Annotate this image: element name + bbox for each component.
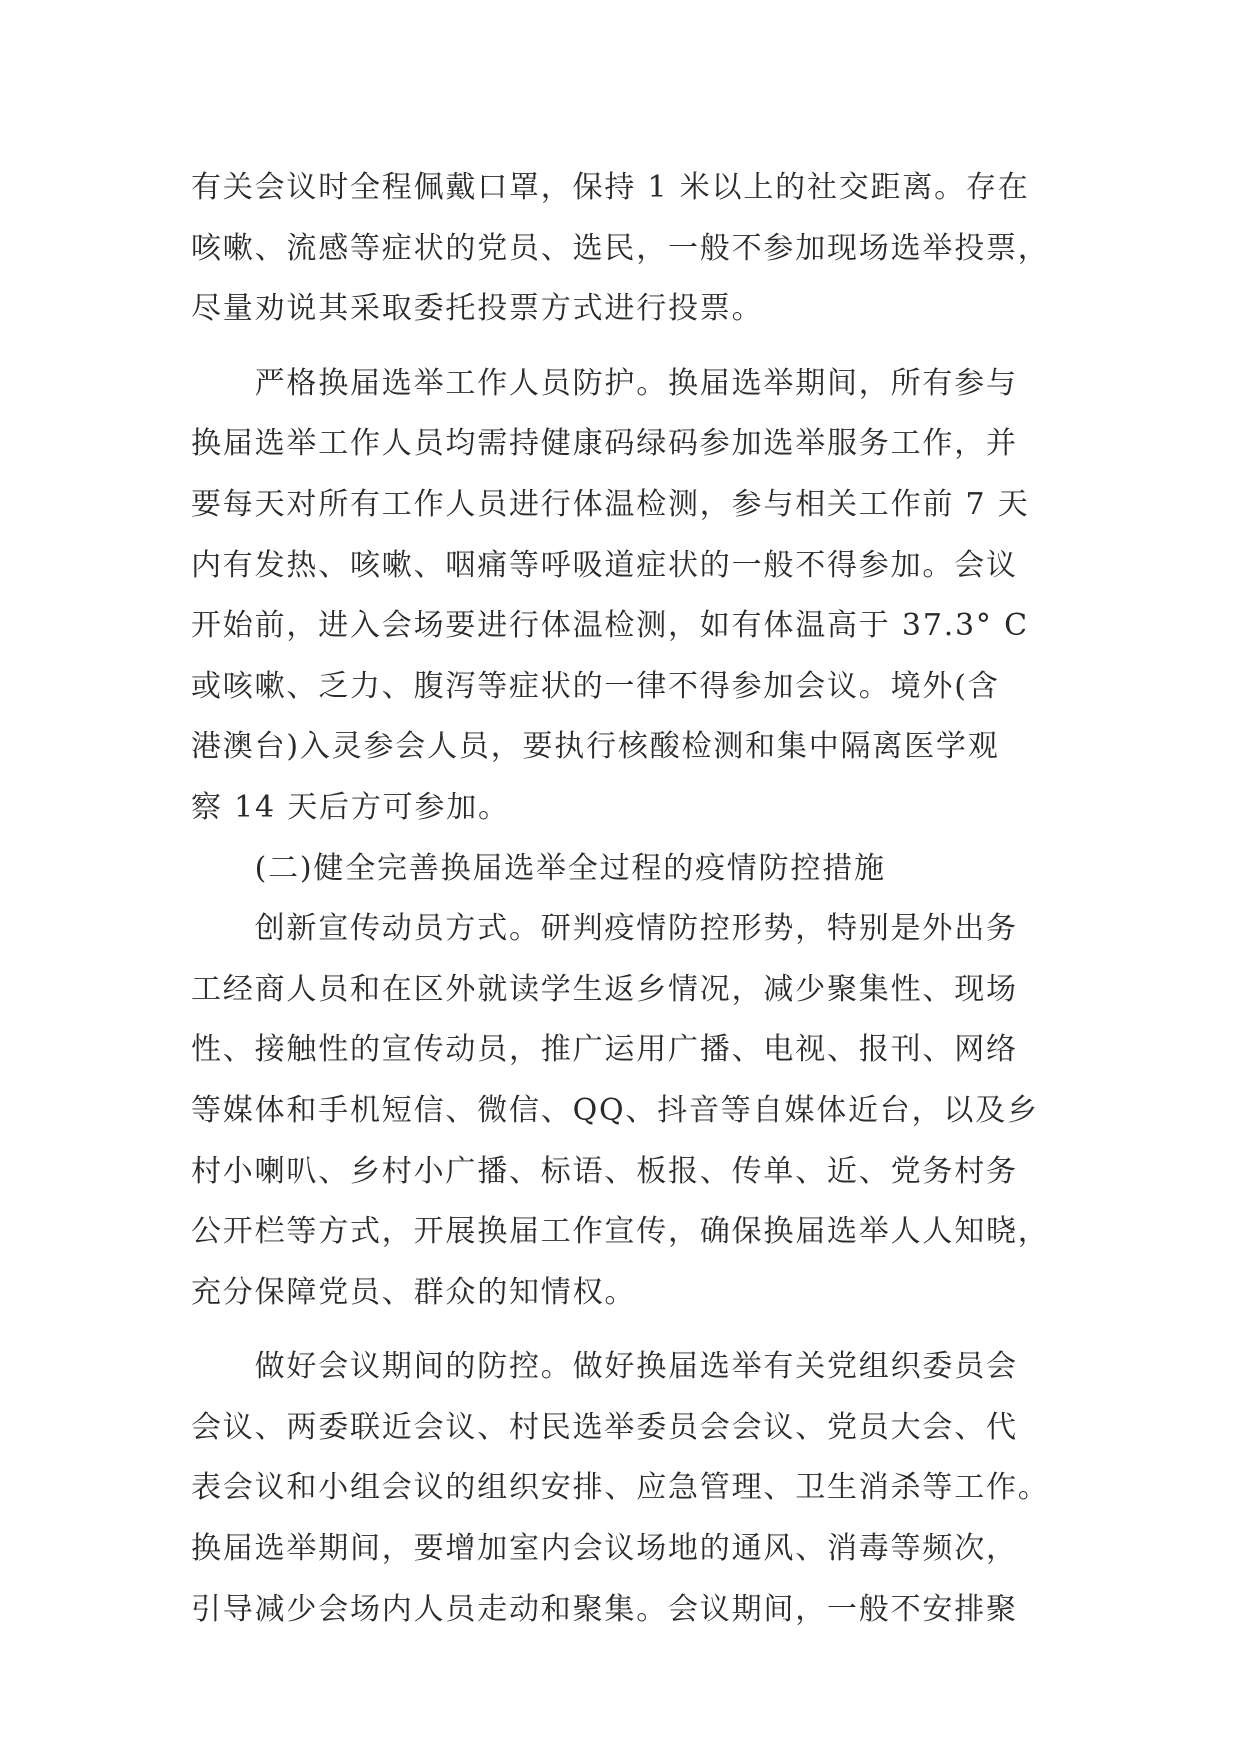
paragraph xyxy=(191,899,1051,1323)
text-line: 充分保障党员、群众的知情权。 xyxy=(191,1274,637,1310)
text-line: 换届选举工作人员均需持健康码绿码参加选举服务工作，并 xyxy=(191,426,1018,462)
text-line: 表会议和小组会议的组织安排、应急管理、卫生消杀等工作。 xyxy=(191,1470,1050,1506)
text-line: 开始前，进入会场要进行体温检测，如有体温高于 37.3° C xyxy=(191,608,1029,644)
section-heading xyxy=(191,839,1051,900)
paragraph xyxy=(191,1337,1051,1640)
document-body xyxy=(191,158,1051,1640)
text-line: 做好会议期间的防控。做好换届选举有关党组织委员会 xyxy=(191,1349,1018,1385)
text-line: 性、接触性的宣传动员，推广运用广播、电视、报刊、网络 xyxy=(191,1032,1018,1068)
text-line: 有关会议时全程佩戴口罩，保持 1 米以上的社交距离。存在 xyxy=(191,170,1030,205)
paragraph xyxy=(191,158,1051,340)
text-line: 会议、两委联近会议、村民选举委员会会议、党员大会、代 xyxy=(191,1409,1018,1445)
text-line: 等媒体和手机短信、微信、QQ、抖音等自媒体近台，以及乡 xyxy=(191,1092,1039,1128)
text-line: 引导减少会场内人员走动和聚集。会议期间，一般不安排聚 xyxy=(191,1591,1018,1627)
text-line: 公开栏等方式，开展换届工作宣传，确保换届选举人人知晓， xyxy=(191,1214,1050,1250)
text-line: 换届选举期间，要增加室内会议场地的通风、消毒等频次， xyxy=(191,1531,1018,1567)
text-line: 工经商人员和在区外就读学生返乡情况，减少聚集性、现场 xyxy=(191,971,1018,1007)
text-line: 咳嗽、流感等症状的党员、选民，一般不参加现场选举投票， xyxy=(191,230,1050,266)
text-line: 村小喇叭、乡村小广播、标语、板报、传单、近、党务村务 xyxy=(191,1153,1018,1189)
text-line: 港澳台)入灵参会人员，要执行核酸检测和集中隔离医学观 xyxy=(191,729,1000,765)
paragraph xyxy=(191,354,1051,839)
text-line: 察 14 天后方可参加。 xyxy=(191,789,510,825)
text-line: 创新宣传动员方式。研判疫情防控形势，特别是外出务 xyxy=(191,911,1018,947)
text-line: 严格换届选举工作人员防护。换届选举期间，所有参与 xyxy=(191,365,1018,401)
text-line: (二)健全完善换届选举全过程的疫情防控措施 xyxy=(191,850,886,886)
text-line: 内有发热、咳嗽、咽痛等呼吸道症状的一般不得参加。会议 xyxy=(191,547,1018,583)
text-line: 或咳嗽、乏力、腹泻等症状的一律不得参加会议。境外(含 xyxy=(191,668,1000,704)
text-line: 要每天对所有工作人员进行体温检测，参与相关工作前 7 天 xyxy=(191,486,1030,522)
text-line: 尽量劝说其采取委托投票方式进行投票。 xyxy=(191,291,764,327)
